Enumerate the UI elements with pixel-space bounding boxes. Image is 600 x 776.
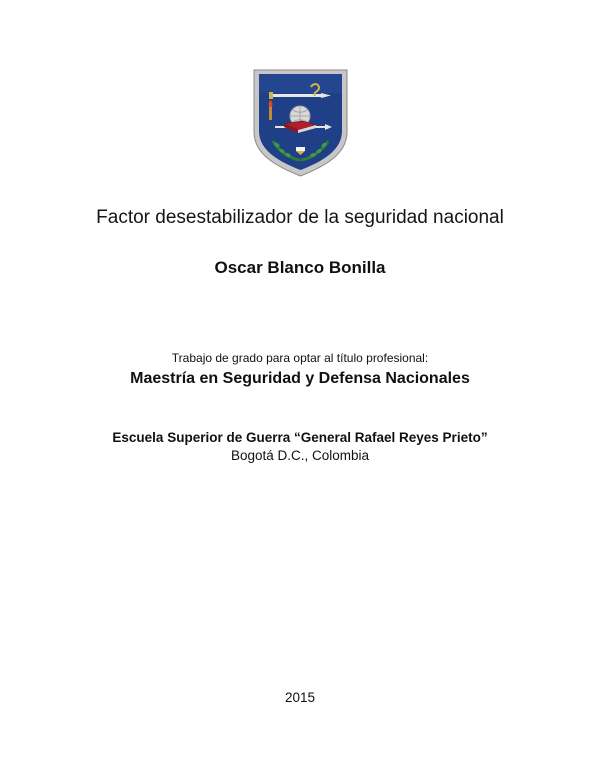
- institution-city: Bogotá D.C., Colombia: [230, 448, 370, 463]
- institution-crest-icon: [253, 69, 348, 177]
- degree-title: Maestría en Seguridad y Defensa Nacionales: [130, 370, 470, 387]
- document-year: 2015: [284, 690, 316, 705]
- institution-name: Escuela Superior de Guerra “General Rafael Reyes Prieto”: [112, 430, 488, 445]
- document-title: Factor desestabilizador de la seguridad nacional: [96, 207, 504, 228]
- document-author: Oscar Blanco Bonilla: [214, 258, 386, 277]
- degree-intro-text: Trabajo de grado para optar al título profesional:: [171, 351, 429, 365]
